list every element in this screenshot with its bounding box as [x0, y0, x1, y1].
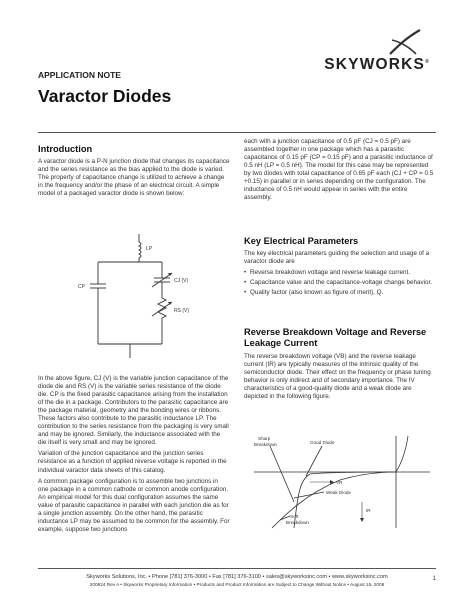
footer-divider — [38, 568, 436, 569]
footer-contact: Skyworks Solutions, Inc. • Phone [781] 376-3000 • Fax [781] 376-3100 • sales@skyworksinc.com • www.skyworksinc.com — [86, 574, 388, 580]
list-item: • Reverse breakdown voltage and reverse leakage current. — [244, 269, 436, 277]
weak-diode-label: Weak Diode — [326, 490, 351, 495]
key-params-intro: The key electrical parameters guiding the selection and usage of a varactor diode are — [244, 250, 430, 266]
skyworks-logo — [320, 28, 430, 74]
key-params-list — [244, 269, 436, 297]
intro-paragraph-5: each with a junction capacitance of 0.5 pF (CJ = 0.5 pF) are assembled together in one package which has a parasitic capacitance of 0.15 pF (CP = 0.15 pF) and a parasitic inductance of 0.5 nH (LP = 0.5 nH). The model for this case may be represented by two diodes with total capacitance of 0.65 pF each (CJ + CP = 0.5 +0.15) in parallel or in series depending on the configuration. The inductance of 0.5 nH would appear in series with the entire assembly. — [244, 138, 434, 202]
ir-label: IR — [366, 508, 371, 513]
list-item: • Capacitance value and the capacitance-voltage change behavior. — [244, 279, 436, 287]
breakdown-body — [244, 353, 436, 401]
key-params-section — [244, 236, 436, 250]
left-column-lower — [38, 375, 230, 537]
cj-label: CJ (V) — [174, 278, 189, 284]
good-diode-label: Good Diode — [310, 440, 335, 445]
breakdown-section — [244, 327, 436, 352]
page-title: Varactor Diodes — [38, 86, 172, 106]
soft-breakdown-label: Breakdown — [286, 520, 309, 525]
right-column — [244, 138, 436, 205]
soft-label: Soft — [290, 514, 299, 519]
rs-label: RS (V) — [174, 308, 189, 314]
varactor-model-circuit — [74, 232, 204, 362]
sharp-label: Sharp — [258, 436, 271, 441]
lp-label: LP — [146, 246, 153, 252]
sharp-breakdown-label: Breakdown — [254, 442, 277, 447]
intro-paragraph-4: A common package configuration is to assemble two junctions in one package in a common cathode or common anode configuration. An empirical model for this dual configuration assumes the same value of parasitic capacitance in parallel with each junction die as for a single junction assembly. On the other hand, the parasitic inductance LP may be assumed to be common for the assembly. For example, suppose two junctions — [38, 477, 230, 533]
brand-wordmark: SKYWORKS® — [324, 56, 430, 73]
key-params-heading: Key Electrical Parameters — [244, 236, 359, 246]
key-params-body — [244, 250, 436, 299]
breakdown-heading: Reverse Breakdown Voltage and Reverse Leakage Current — [244, 327, 427, 348]
doc-type: APPLICATION NOTE — [38, 70, 121, 80]
page-number: 1 — [432, 576, 436, 582]
intro-paragraph-1: A varactor diode is a P-N junction diode that changes its capacitance and the series resistance as the bias applied to the diode is varied. The property of capacitance change is utilized to achieve a change in the frequency and/or the phase of an electrical circuit. A simple model of a packaged varactor diode is shown below: — [38, 158, 230, 198]
intro-paragraph-3: Variation of the junction capacitance and the junction series resistance as a function of applied reverse voltage is reported in the individual varactor data sheets of this catalog. — [38, 450, 227, 474]
intro-paragraph-2: In the above figure, CJ (V) is the variable junction capacitance of the diode die and RS (V) is the variable series resistance of the diode die. CP is the fixed parasitic capacitance arising from the installation of the die in a package. Contributors to the parasitic capacitance are the package material, geometry and the bonding wires or ribbons. These factors also contribute to the parasitic inductance LP. The contribution to the series resistance from the packaging is very small and may be ignored. Similarly, the inductance associated with the die itself is very small and may be ignored. — [38, 375, 229, 447]
title-divider — [38, 132, 436, 133]
skyworks-swoosh-icon — [388, 28, 422, 56]
vr-label: VR — [336, 480, 343, 485]
left-column — [38, 144, 230, 201]
cp-label: CP — [78, 284, 85, 290]
footer-legal: 200824 Rev A • Skyworks Proprietary Information • Products and Product Information are Subject to Change Without Notice • August 15, 2008 — [89, 582, 385, 587]
introduction-heading: Introduction — [38, 144, 93, 154]
breakdown-paragraph: The reverse breakdown voltage (VB) and the reverse leakage current (IR) are typically measures of the intrinsic quality of the semiconductor diode. Their effect on the frequency or phase tuning behavior is only indirect and of secondary importance. The IV characteristics of a good-quality diode and a weak diode are depicted in the following figure. — [244, 353, 431, 401]
list-item: • Quality factor (also known as figure of merit), Q. — [244, 289, 436, 297]
iv-characteristics-graph — [250, 432, 436, 532]
